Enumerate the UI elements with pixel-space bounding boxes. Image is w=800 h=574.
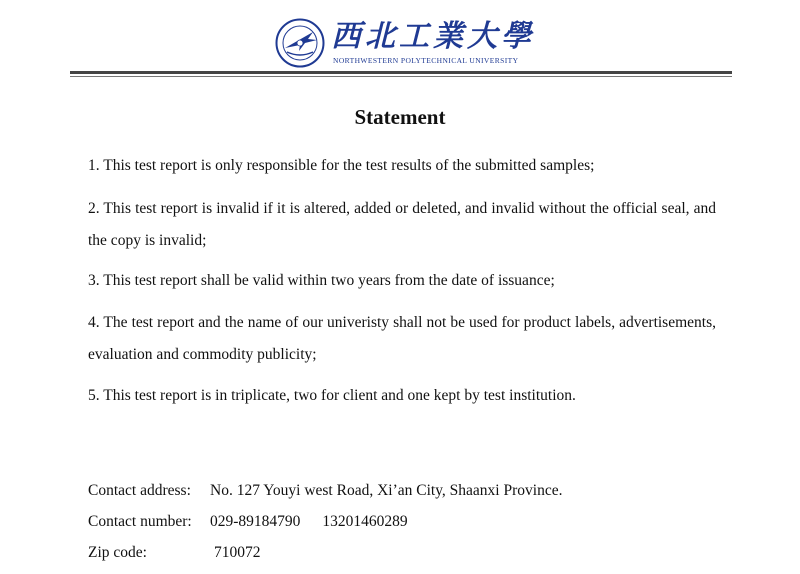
- zip-code-value: 710072: [214, 544, 261, 561]
- letterhead: [0, 0, 800, 80]
- university-seal-icon: [275, 18, 325, 68]
- contact-address-label: Contact address:: [88, 482, 191, 499]
- university-name-cn: 西北工業大學: [331, 19, 535, 54]
- statement-item-5: 5. This test report is in triplicate, two for client and one kept by test institution.: [88, 387, 576, 404]
- contact-number-label: Contact number:: [88, 513, 192, 530]
- statement-item-1: 1. This test report is only responsible for the test results of the submitted samples;: [88, 157, 595, 174]
- university-name-en: NORTHWESTERN POLYTECHNICAL UNIVERSITY: [333, 56, 519, 65]
- zip-code-row: [88, 544, 261, 562]
- contact-number-row: [88, 513, 408, 531]
- contact-number-value-1: 029-89184790: [210, 513, 301, 530]
- university-logo: [275, 18, 535, 68]
- contact-number-value-2: 13201460289: [322, 513, 408, 530]
- statement-item-2: 2. This test report is invalid if it is altered, added or deleted, and invalid without the official seal, and the copy is invalid;: [88, 200, 716, 249]
- contact-address-row: [88, 482, 562, 500]
- document-title: Statement: [354, 105, 446, 129]
- header-divider-thick: [70, 71, 732, 74]
- statement-item-3: 3. This test report shall be valid within two years from the date of issuance;: [88, 272, 555, 289]
- statement-item-4: 4. The test report and the name of our univeristy shall not be used for product labels, advertisements, evaluation and commodity publicity;: [88, 314, 716, 363]
- zip-code-label: Zip code:: [88, 544, 147, 561]
- header-divider-thin: [70, 76, 732, 77]
- contact-address-value: No. 127 Youyi west Road, Xi’an City, Shaanxi Province.: [210, 482, 563, 499]
